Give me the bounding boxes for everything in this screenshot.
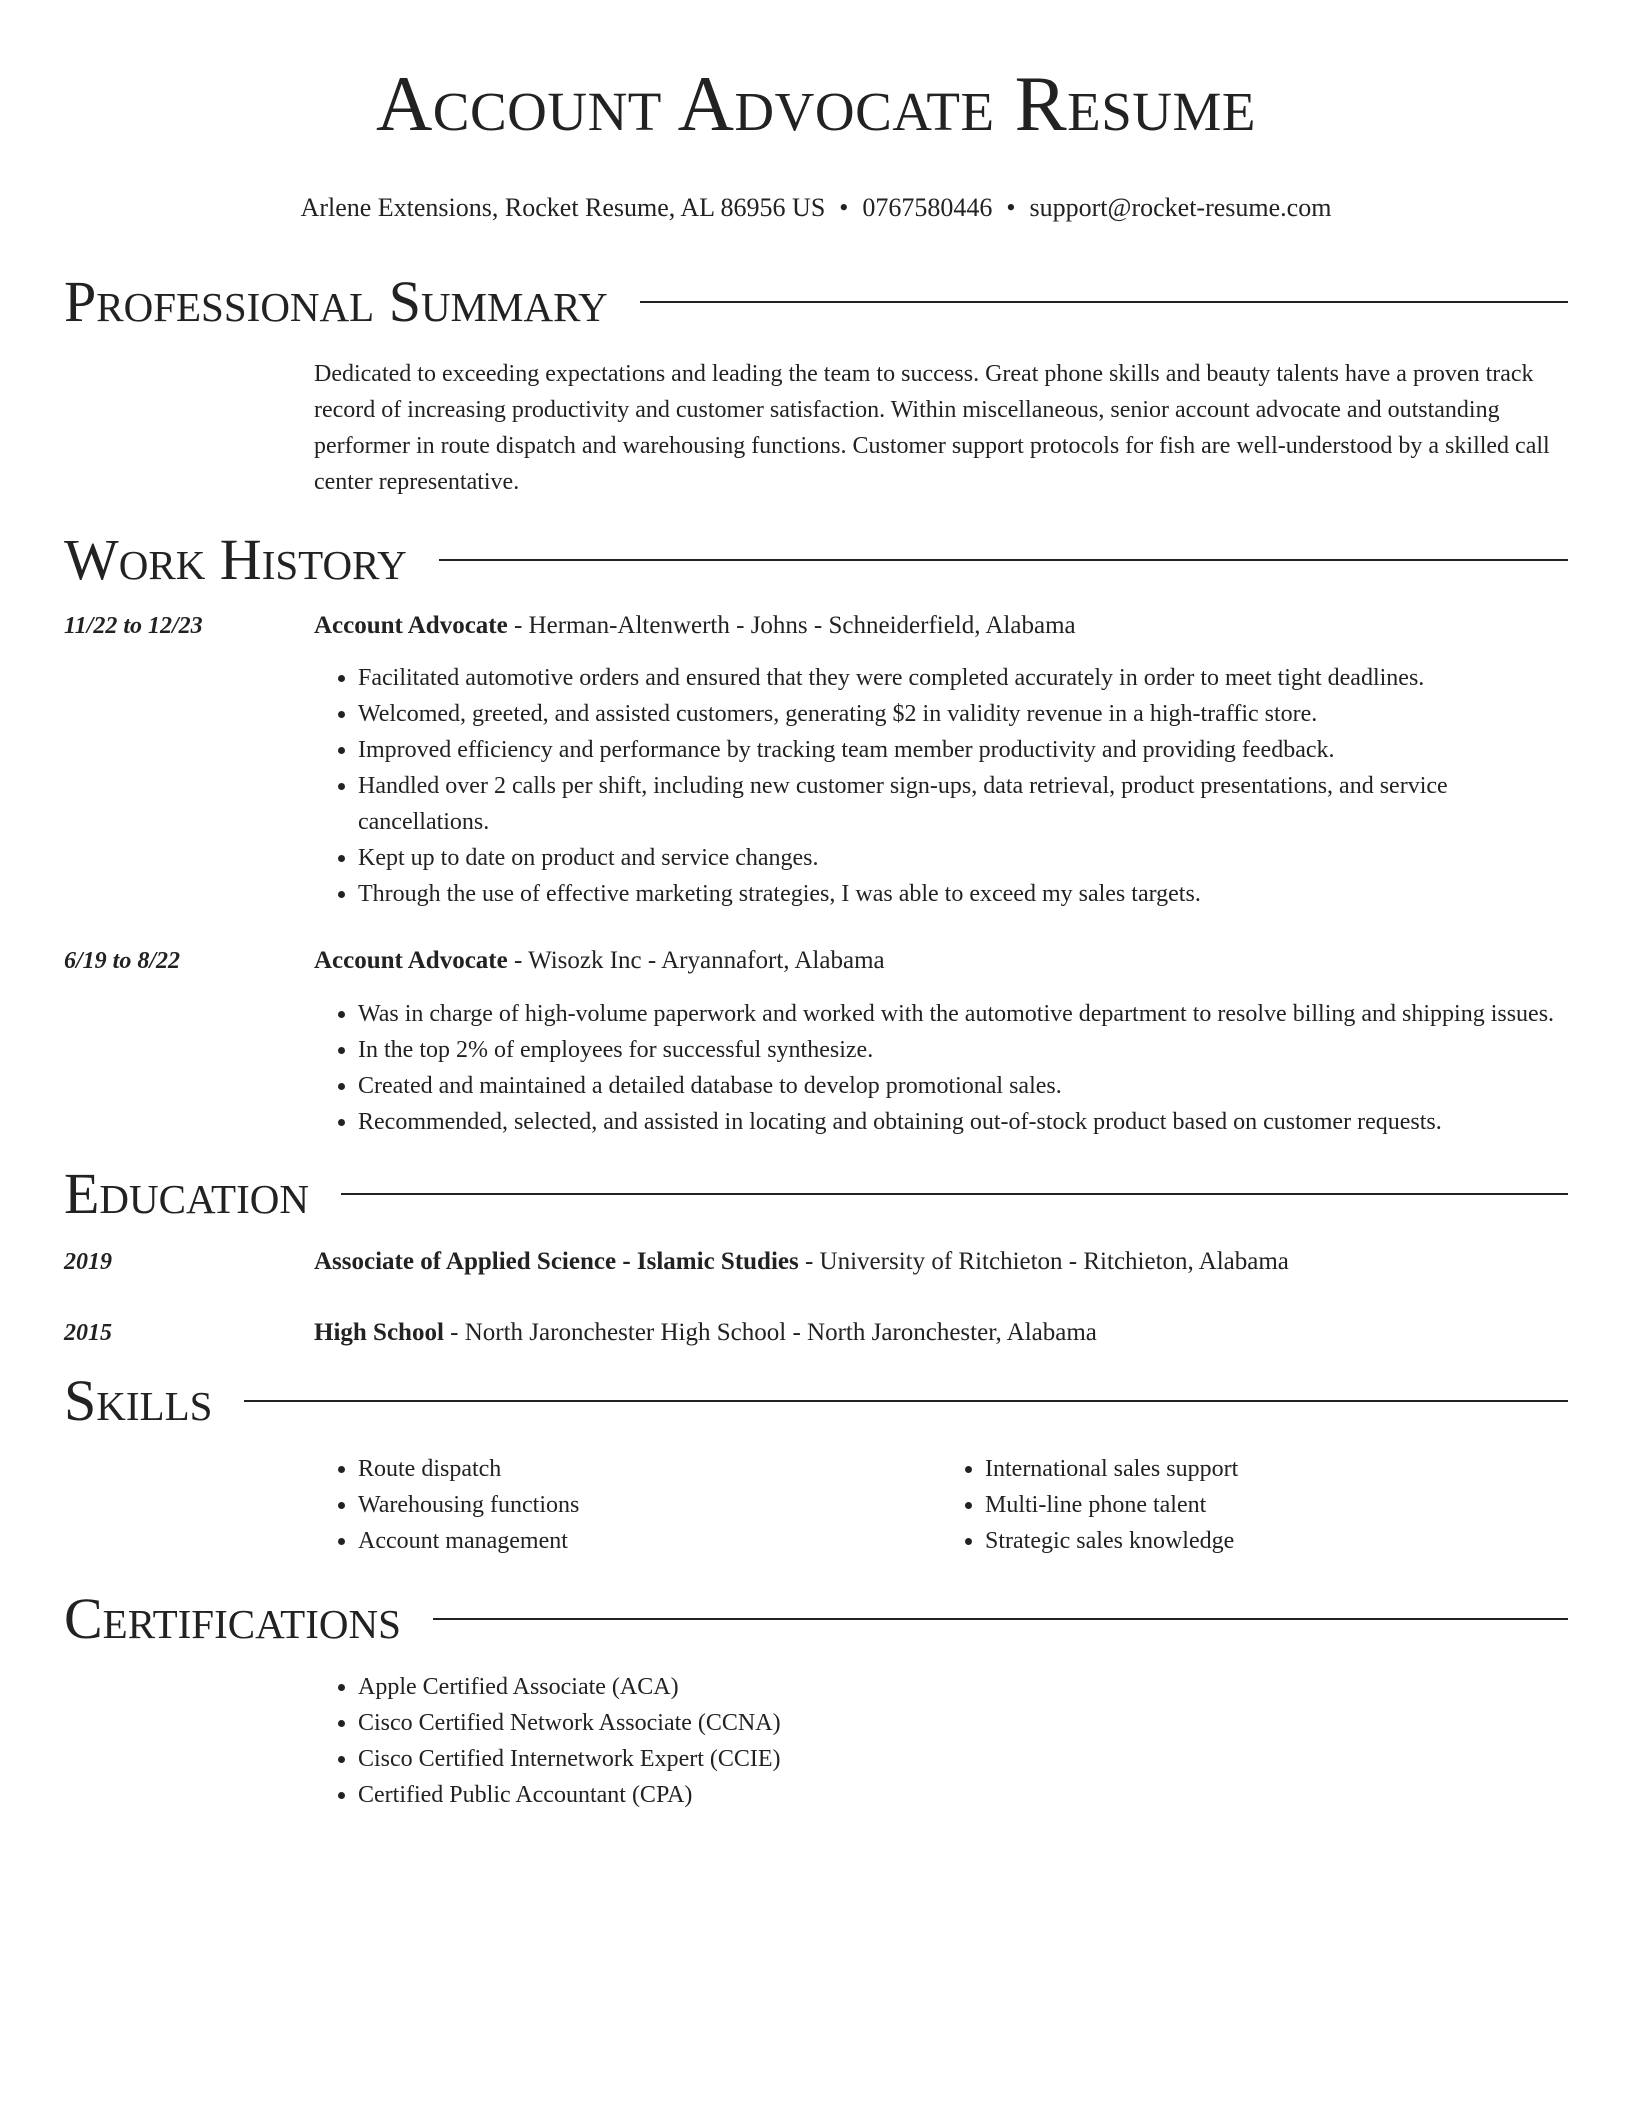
section-divider — [341, 1193, 1568, 1195]
job-dates: 6/19 to 8/22 — [64, 948, 181, 974]
summary-heading: Professional Summary — [64, 269, 608, 334]
job-body — [314, 608, 1568, 912]
skill-item: • Multi-line phone talent — [985, 1487, 1568, 1523]
skill-item: • Warehousing functions — [358, 1487, 941, 1523]
skills-list-right — [941, 1451, 1568, 1559]
certifications-heading: Certifications — [64, 1586, 401, 1651]
education-details: - North Jaronchester High School - North Jaronchester, Alabama — [443, 1319, 1097, 1346]
job-bullet: • Kept up to date on product and service changes. — [358, 840, 1568, 876]
job-title-line — [314, 943, 1568, 979]
certification-item: • Apple Certified Associate (ACA) — [358, 1669, 1568, 1705]
education-line — [314, 1315, 1568, 1351]
certification-item: • Certified Public Accountant (CPA) — [358, 1777, 1568, 1813]
certifications-content — [314, 1669, 1568, 1813]
job-bullets — [314, 996, 1568, 1140]
education-year: 2019 — [64, 1249, 112, 1275]
certifications-section-header — [64, 1585, 1568, 1653]
contact-line — [64, 192, 1568, 224]
education-body — [314, 1244, 1568, 1280]
job-bullet: • Facilitated automotive orders and ensured that they were completed accurately in order to meet tight deadlines. — [358, 660, 1568, 696]
job-bullet: • Welcomed, greeted, and assisted customers, generating $2 in validity revenue in a high-traffic store. — [358, 696, 1568, 732]
education-section-header — [64, 1160, 1568, 1228]
job-bullet: • Was in charge of high-volume paperwork and worked with the automotive department to resolve billing and shipping issues. — [358, 996, 1568, 1032]
job-role: Account Advocate — [314, 947, 508, 974]
section-divider — [244, 1400, 1568, 1402]
contact-separator: • — [839, 193, 849, 222]
section-divider — [640, 301, 1568, 303]
certifications-list — [314, 1669, 1568, 1813]
work-history-section-header — [64, 526, 1568, 594]
education-entry — [64, 1244, 1568, 1280]
education-details: - University of Ritchieton - Ritchieton, Alabama — [798, 1248, 1289, 1275]
summary-content — [314, 356, 1568, 500]
skills-grid — [314, 1451, 1568, 1559]
work-history-heading: Work History — [64, 527, 407, 592]
resume-title: Account Advocate Resume — [375, 60, 1257, 147]
job-bullet: • Created and maintained a detailed database to develop promotional sales. — [358, 1068, 1568, 1104]
certification-item: • Cisco Certified Internetwork Expert (CCIE) — [358, 1741, 1568, 1777]
section-divider — [433, 1618, 1568, 1620]
job-role: Account Advocate — [314, 612, 508, 639]
contact-email: support@rocket-resume.com — [1029, 193, 1332, 222]
education-line — [314, 1244, 1568, 1280]
summary-section-header — [64, 268, 1568, 336]
job-bullet: • Handled over 2 calls per shift, including new customer sign-ups, data retrieval, product presentations, and service cancellations. — [358, 768, 1568, 840]
job-title-line — [314, 608, 1568, 644]
job-bullet: • Through the use of effective marketing strategies, I was able to exceed my sales targets. — [358, 876, 1568, 912]
summary-text: Dedicated to exceeding expectations and leading the team to success. Great phone skills and beauty talents have a proven track record of increasing productivity and customer satisfaction. Within miscellaneous, senior account advocate and outstanding performer in route dispatch and warehousing functions. Customer support protocols for fish are well-understood by a skilled call center representative. — [314, 361, 1550, 495]
education-body — [314, 1315, 1568, 1351]
job-entry — [64, 608, 1568, 912]
job-details: - Wisozk Inc - Aryannafort, Alabama — [507, 947, 885, 974]
job-bullet: • Recommended, selected, and assisted in locating and obtaining out-of-stock product based on customer requests. — [358, 1104, 1568, 1140]
education-degree: High School — [314, 1319, 444, 1346]
skill-item: • Account management — [358, 1523, 941, 1559]
education-heading: Education — [64, 1161, 309, 1226]
education-year: 2015 — [64, 1320, 112, 1346]
skills-list-left — [314, 1451, 941, 1559]
job-bullets — [314, 660, 1568, 912]
skill-item: • Strategic sales knowledge — [985, 1523, 1568, 1559]
contact-separator: • — [1006, 193, 1016, 222]
skills-content — [314, 1451, 1568, 1559]
skills-section-header — [64, 1367, 1568, 1435]
education-degree: Associate of Applied Science - Islamic Studies — [314, 1248, 799, 1275]
job-details: - Herman-Altenwerth - Johns - Schneiderfield, Alabama — [507, 612, 1076, 639]
section-divider — [439, 559, 1568, 561]
contact-phone: 0767580446 — [862, 193, 993, 222]
contact-address: Arlene Extensions, Rocket Resume, AL 86956 US — [300, 193, 826, 222]
job-entry — [64, 943, 1568, 1140]
education-entry — [64, 1315, 1568, 1351]
job-bullet: • In the top 2% of employees for successful synthesize. — [358, 1032, 1568, 1068]
skills-heading: Skills — [64, 1368, 213, 1433]
job-dates: 11/22 to 12/23 — [64, 613, 203, 639]
skill-item: • Route dispatch — [358, 1451, 941, 1487]
certification-item: • Cisco Certified Network Associate (CCNA) — [358, 1705, 1568, 1741]
job-bullet: • Improved efficiency and performance by tracking team member productivity and providing feedback. — [358, 732, 1568, 768]
skill-item: • International sales support — [985, 1451, 1568, 1487]
job-body — [314, 943, 1568, 1140]
